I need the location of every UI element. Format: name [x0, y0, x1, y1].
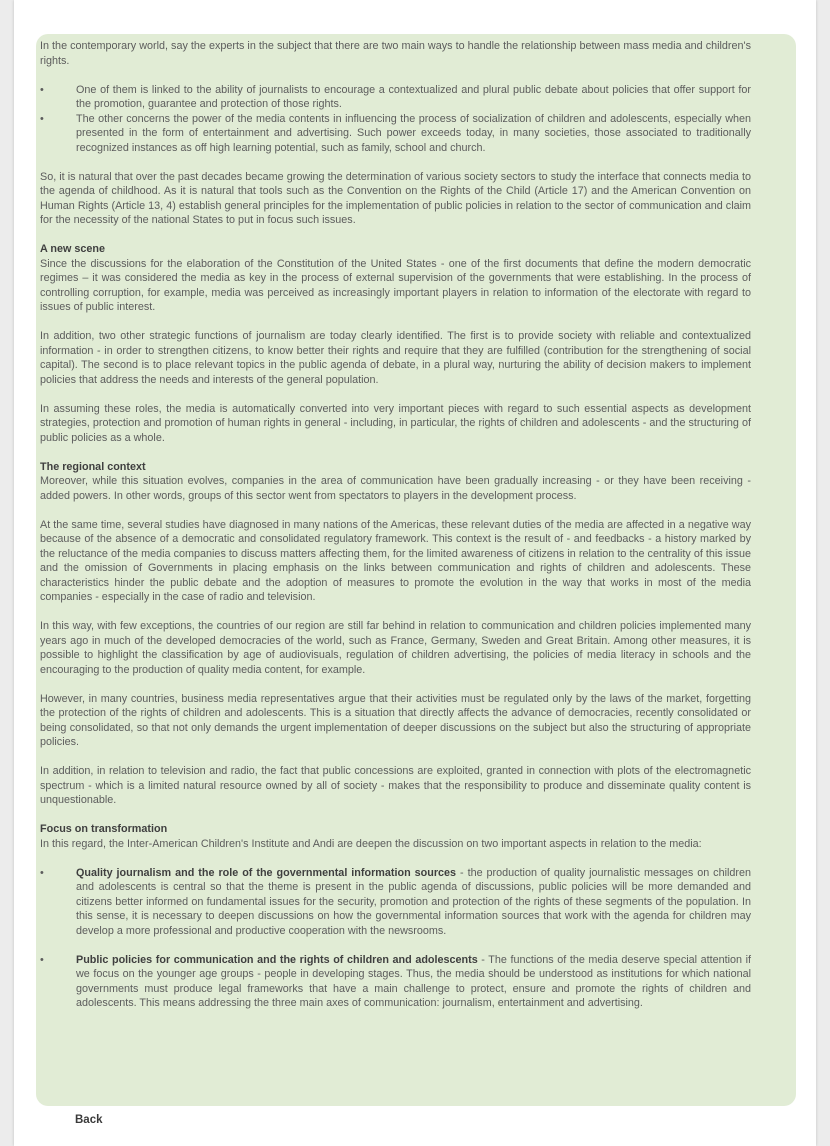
bullet-icon: • [40, 866, 44, 879]
list-item-lead: Quality journalism and the role of the governmental information sources [76, 866, 457, 879]
focus-bullet-list [40, 866, 751, 1011]
paragraph: However, in many countries, business media representatives argue that their activities must be regulated only by the laws of the market, forgetting the protection of the rights of children and adolescents. This is a situation that directly affects the advance of democracies, recently consolidated or being consolidated, so that not only demands the urgent implementation of deeper discussions on the subject but also the structuring of appropriate policies. [40, 692, 751, 748]
bullet-icon: • [40, 83, 44, 96]
bullet-icon: • [40, 112, 44, 125]
intro-bullet-list [40, 83, 751, 156]
bullet-icon: • [40, 953, 44, 966]
intro-paragraph: In the contemporary world, say the experts in the subject that there are two main ways to handle the relationship between mass media and children's rights. [40, 40, 751, 67]
paragraph: In this way, with few exceptions, the countries of our region are still far behind in relation to communication and children policies implemented many years ago in much of the developed democracies of the world, such as France, Germany, Sweden and Great Britain. Among other measures, it is possible to highlight the classification by age of audiovisuals, regulation of children advertising, the policies of media literacy in schools and the encouraging to the production of quality media content, for example. [40, 620, 751, 676]
list-item-text: - The functions of the media deserve special attention if we focus on the younger age groups - people in developing stages. Thus, the media should be understood as institutions for which national governments must produce legal frameworks that have a main challenge to protect, ensure and promote the rights of children and adolescents. This means addressing the three main axes of communication: journalism, entertainment and advertising. [76, 953, 751, 1009]
paragraph: Since the discussions for the elaboration of the Constitution of the United States - one of the first documents that define the modern democratic regimes – it was considered the media as key in the process of external supervision of the governments that were establishing. In the process of controlling corruption, for example, media was perceived as increasingly important players in relation to information of the electorate with regard to issues of public interest. [40, 257, 751, 313]
intro-paragraph: So, it is natural that over the past decades became growing the determination of various society sectors to study the interface that connects media to the agenda of childhood. As it is natural that tools such as the Convention on the Rights of the Child (Article 17) and the American Convention on Human Rights (Article 13, 4) establish general principles for the implementation of public policies in relation to the sector of communication and claim for the necessity of the national States to put in focus such issues. [40, 170, 751, 226]
list-item [40, 953, 751, 1011]
list-item-text: - the production of quality journalistic messages on children and adolescents is central so that the theme is present in the public agenda of discussions, public policies will be more demanded and citizens better informed on fundamental issues for the security, promotion and protection of the rights of these segments of the population. In this sense, it is necessary to deepen discussions on how the governmental information sources that work with the agenda for children may develop a more professional and productive cooperation with the newsrooms. [76, 866, 751, 937]
article-body [40, 39, 751, 1025]
list-item-text: One of them is linked to the ability of journalists to encourage a contextualized and plural public debate about policies that offer support for the promotion, guarantee and protection of those rights. [76, 83, 751, 110]
back-link[interactable]: Back [75, 1114, 103, 1126]
list-item [40, 112, 751, 156]
list-item-lead: Public policies for communication and the rights of children and adolescents [76, 953, 478, 966]
section-heading-regional-context: The regional context [40, 460, 146, 473]
section-heading-new-scene: A new scene [40, 243, 106, 255]
list-item-text: The other concerns the power of the media contents in influencing the process of socialization of children and adolescents, especially when presented in the form of entertainment and advertising. Such power exceeds today, in many societies, those associated to traditionally recognized instances as off high learning potential, such as family, school and church. [76, 112, 751, 154]
section-heading-focus-on-transformation: Focus on transformation [40, 823, 168, 835]
paragraph: In addition, in relation to television and radio, the fact that public concessions are exploited, granted in connection with plots of the electromagnetic spectrum - which is a limited natural resource owned by all of society - makes that the responsibility to produce and disseminate quality content is unquestionable. [40, 765, 751, 806]
list-item [40, 83, 751, 112]
list-item [40, 866, 751, 939]
paragraph: At the same time, several studies have diagnosed in many nations of the Americas, these relevant duties of the media are affected in a negative way because of the absence of a democratic and consolidated regulatory framework. This context is the result of - and feedbacks - a history marked by the reluctance of the media companies to discuss matters affecting them, for the limited awareness of citizens in relation to the centrality of this issue and the omission of Governments in placing emphasis on the links between communication and rights of children and adolescents. These characteristics hinder the public debate and the adoption of measures to promote the evolution in the way that works in most of the media companies - especially in the case of radio and television. [40, 518, 751, 603]
paragraph: Moreover, while this situation evolves, companies in the area of communication have been gradually increasing - or they have been receiving - added powers. In other words, groups of this sector went from spectators to players in the development process. [40, 475, 751, 502]
paragraph: In this regard, the Inter-American Children's Institute and Andi are deepen the discussion on two important aspects in relation to the media: [40, 837, 702, 850]
paragraph: In addition, two other strategic functions of journalism are today clearly identified. The first is to provide society with reliable and contextualized information - in order to strengthen citizens, to know better their rights and require that they are fulfilled (contribution for the strengthening of social capital). The second is to place relevant topics in the public agenda of debate, in a plural way, nurturing the ability of decision makers to implement policies that address the needs and interests of the general population. [40, 330, 751, 386]
paragraph: In assuming these roles, the media is automatically converted into very important pieces with regard to such essential aspects as development strategies, protection and promotion of human rights in general - including, in particular, the rights of children and adolescents - and the structuring of public policies as a whole. [40, 402, 751, 444]
